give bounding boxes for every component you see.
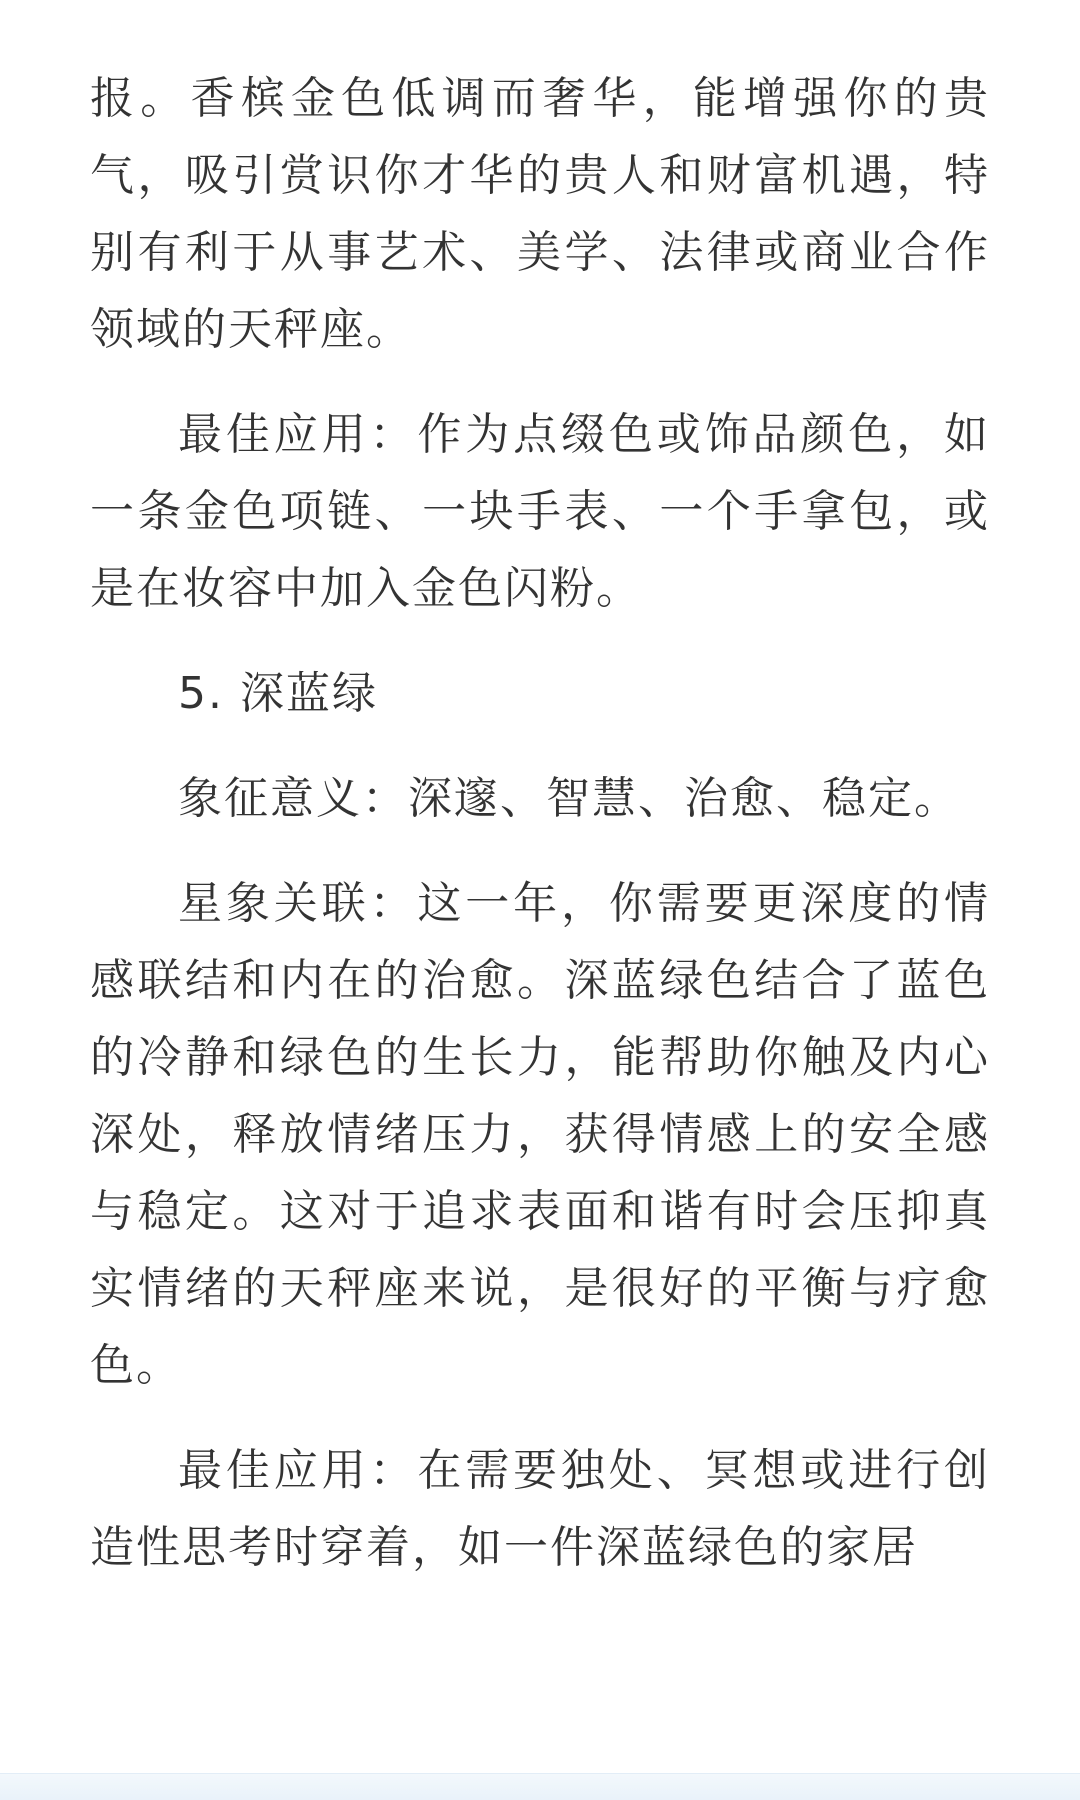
bottom-toolbar-strip — [0, 1773, 1080, 1800]
section-heading-deep-teal: 5. 深蓝绿 — [178, 668, 378, 719]
paragraph-best-use-gold: 最佳应用：作为点缀色或饰品颜色，如一条金色项链、一块手表、一个手拿包，或是在妆容中加入金色闪粉。 — [90, 409, 990, 614]
paragraph-champagne-gold-description: 报。香槟金色低调而奢华，能增强你的贵气，吸引赏识你才华的贵人和财富机遇，特别有利于从事艺术、美学、法律或商业合作领域的天秤座。 — [90, 73, 990, 355]
article-body — [90, 60, 990, 1614]
paragraph-symbolic-meaning: 象征意义：深邃、智慧、治愈、稳定。 — [178, 773, 960, 824]
paragraph-best-use-teal: 最佳应用：在需要独处、冥想或进行创造性思考时穿着，如一件深蓝绿色的家居 — [90, 1445, 990, 1573]
paragraph-astrology-link: 星象关联：这一年，你需要更深度的情感联结和内在的治愈。深蓝绿色结合了蓝色的冷静和绿色的生长力，能帮助你触及内心深处，释放情绪压力，获得情感上的安全感与稳定。这对于追求表面和谐有时会压抑真实情绪的天秤座来说，是很好的平衡与疗愈色。 — [90, 878, 990, 1391]
